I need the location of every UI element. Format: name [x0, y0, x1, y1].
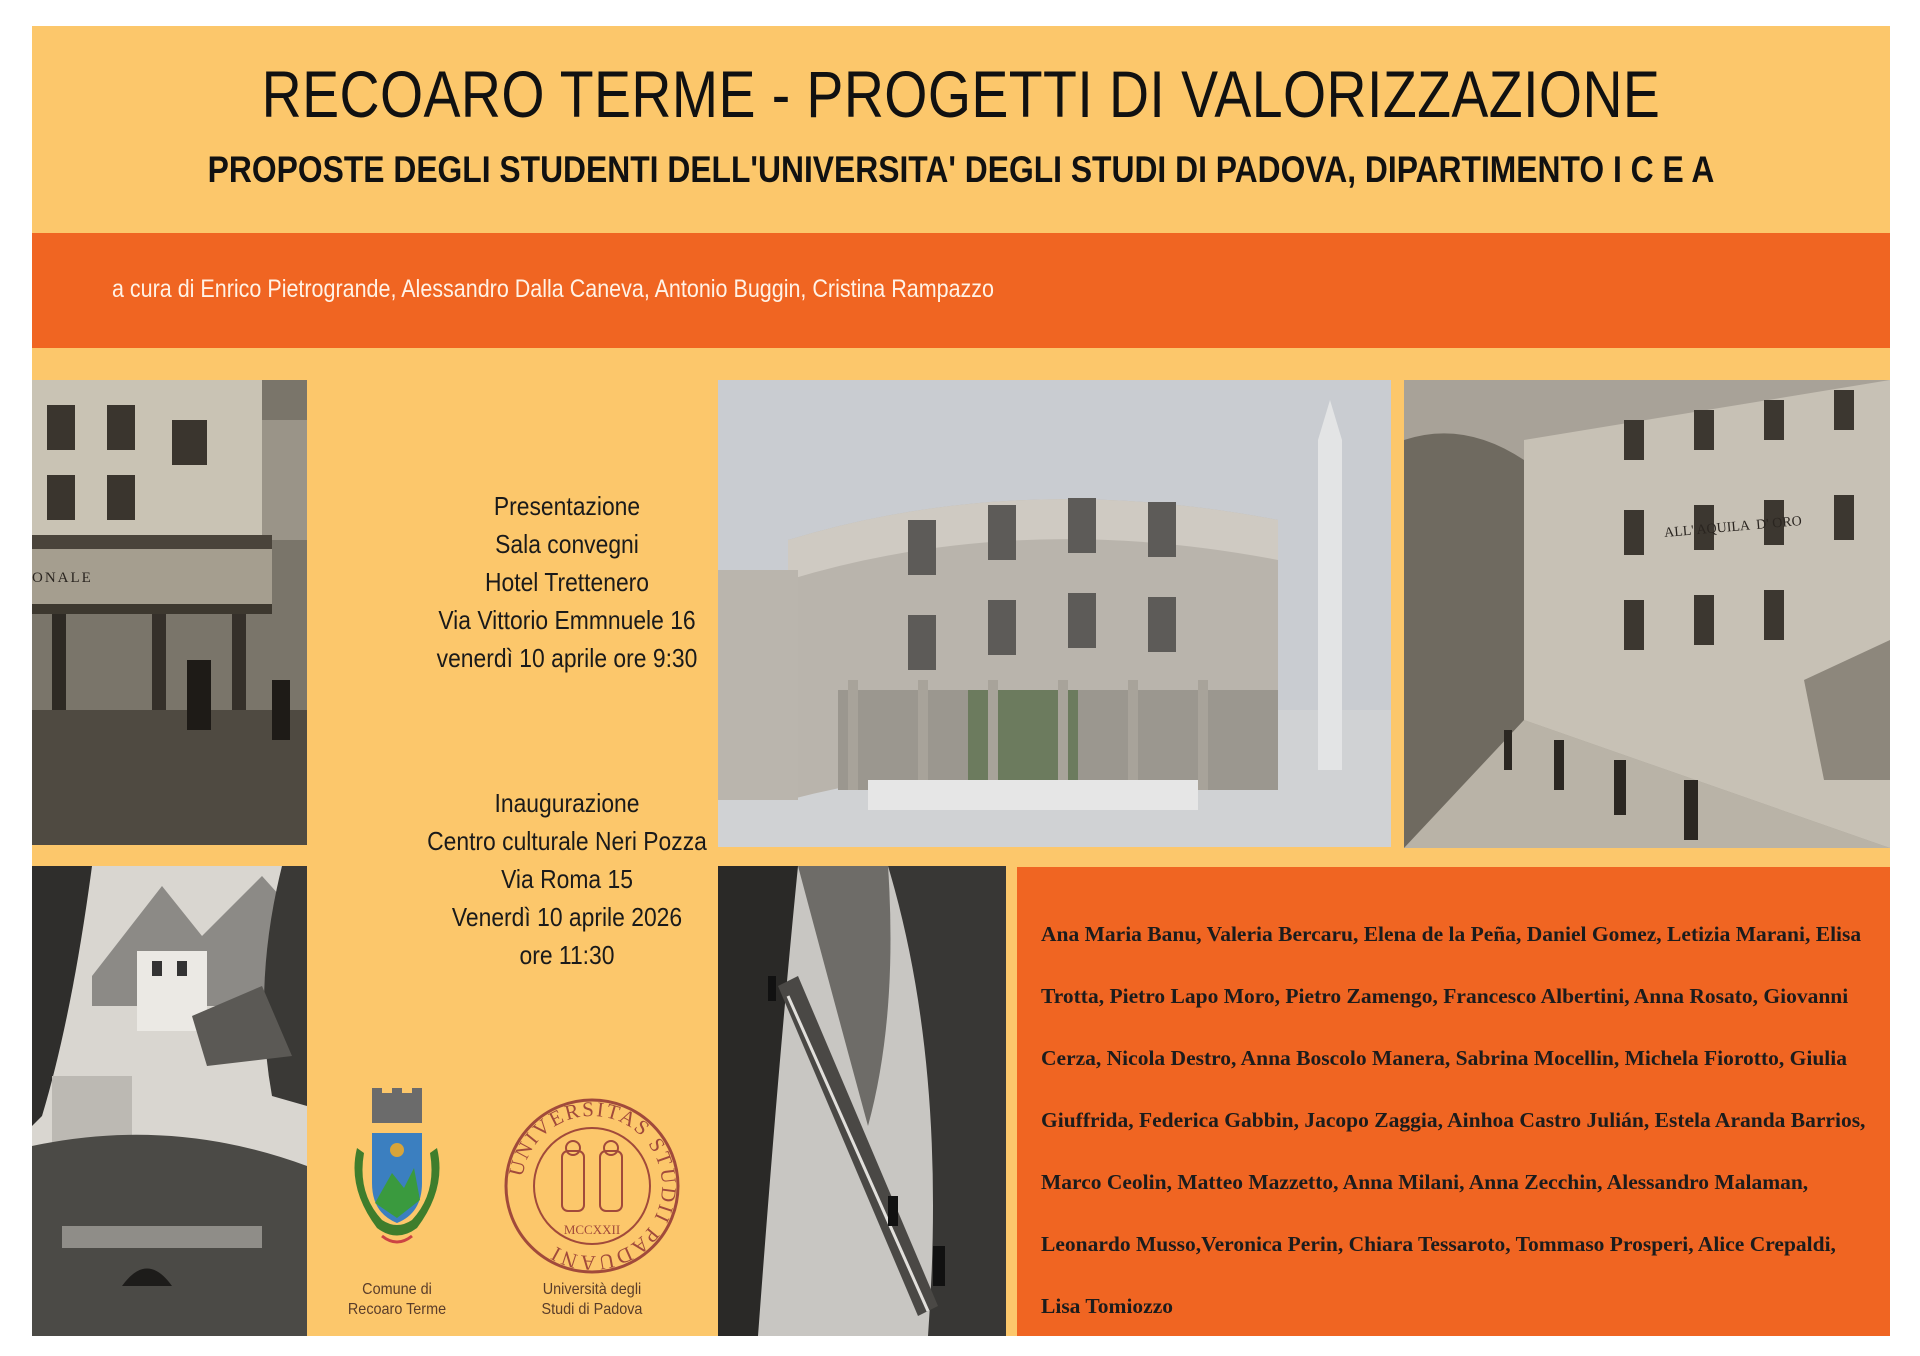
students-box [1017, 867, 1890, 1336]
inauguration-line: Venerdì 10 aprile 2026 [451, 902, 683, 932]
presentation-line: Hotel Trettenero [484, 567, 650, 597]
padova-university-seal-logo [502, 1096, 682, 1276]
inauguration-line: ore 11:30 [519, 940, 615, 970]
subtitle: PROPOSTE DEGLI STUDENTI DELL'UNIVERSITA' DEGLI STUDI DI PADOVA, DIPARTIMENTO I C E A [207, 149, 1715, 190]
seal-ring-text: UNIVERSITAS STUDII PADUANI [503, 1096, 682, 1276]
presentation-line: venerdì 10 aprile ore 9:30 [436, 643, 698, 673]
inauguration-info [391, 784, 743, 974]
universita-caption-line: Università degli [542, 1281, 642, 1298]
comune-caption [334, 1280, 460, 1320]
seal-year: MCCXXII [563, 1222, 621, 1237]
poster [32, 26, 1890, 1336]
svg-text:UNIVERSITAS STUDII PADUANI [504, 1097, 682, 1276]
architectural-render-photo [718, 380, 1391, 847]
comune-caption-line: Recoaro Terme [347, 1301, 447, 1318]
universita-caption-line: Studi di Padova [541, 1301, 643, 1318]
students-list: Ana Maria Banu, Valeria Bercaru, Elena de la Peña, Daniel Gomez, Letizia Marani, Elisa Trotta, Pietro Lapo Moro, Pietro Zamengo, Francesco Albertini, Anna Rosato, Giovanni Cerza, Nicola Destro, Anna Boscolo Manera, Sabrina Mocellin, Michela Fiorotto, Giulia Giuffrida, Federica Gabbin, Jacopo Zaggia, Ainhoa Castro Julián, Estela Aranda Barrios, Marco Ceolin, Matteo Mazzetto, Anna Milani, Anna Zecchin, Alessandro Malaman, Leonardo Musso,Veronica Perin, Chiara Tessaroto, Tommaso Prosperi, Alice Crepaldi, Lisa Tomiozzo [1041, 922, 1866, 1318]
presentation-line: Sala convegni [495, 529, 639, 559]
comune-caption-line: Comune di [362, 1281, 432, 1298]
presentation-info [391, 487, 743, 677]
inauguration-line: Centro culturale Neri Pozza [427, 826, 707, 856]
curators-band [32, 233, 1890, 348]
engraving-villa-photo [32, 866, 307, 1336]
engraving-gorge-photo [718, 866, 1006, 1336]
presentation-line: Via Vittorio Emmnuele 16 [438, 605, 696, 635]
curators-text: a cura di Enrico Pietrogrande, Alessandro Dalla Caneva, Antonio Buggin, Cristina Rampazzo [112, 275, 994, 303]
inauguration-line: Inaugurazione [494, 788, 640, 818]
street-sign-text: ALL' AQUILA D' ORO [1663, 514, 1803, 541]
inauguration-line: Via Roma 15 [501, 864, 633, 894]
recoaro-coat-of-arms-logo [342, 1088, 452, 1248]
presentation-line: Presentazione [493, 491, 641, 521]
historic-street-photo [1404, 380, 1890, 848]
building-sign-text: ONALE [32, 570, 93, 586]
universita-caption [525, 1280, 660, 1320]
main-title: RECOARO TERME - PROGETTI DI VALORIZZAZIONE [261, 57, 1661, 131]
historic-building-photo [32, 380, 307, 845]
